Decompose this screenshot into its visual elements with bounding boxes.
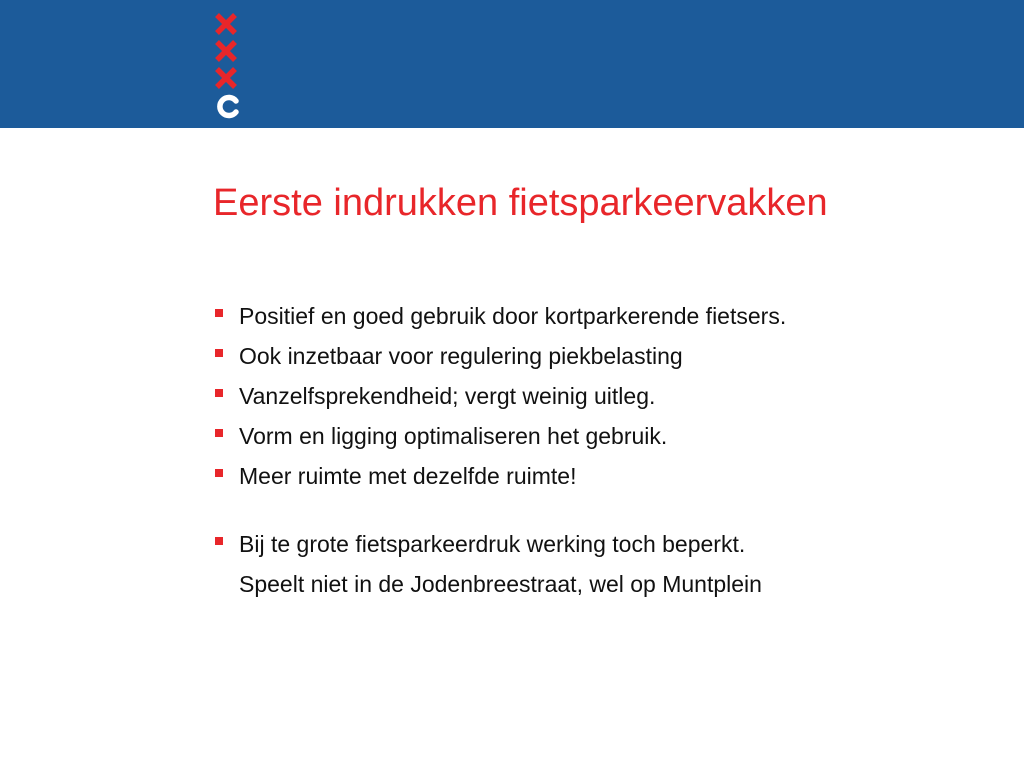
- bullet-continuation: [214, 564, 1004, 604]
- bullet-item: [214, 336, 1004, 376]
- bullet-marker-icon: [215, 469, 223, 477]
- bullet-marker-icon: [215, 429, 223, 437]
- bullet-item: [214, 456, 1004, 496]
- bullet-item: [214, 296, 1004, 336]
- bullet-text: Bij te grote fietsparkeerdruk werking toch beperkt.: [239, 531, 746, 557]
- bullet-text: Meer ruimte met dezelfde ruimte!: [239, 463, 577, 489]
- bullet-text: Vorm en ligging optimaliseren het gebruik.: [239, 423, 668, 449]
- bullet-item: [214, 376, 1004, 416]
- bullet-item: [214, 524, 1004, 564]
- bullet-continuation-text: Speelt niet in de Jodenbreestraat, wel op Muntplein: [239, 571, 762, 597]
- bullet-marker-icon: [215, 349, 223, 357]
- bullet-marker-icon: [215, 537, 223, 545]
- header-bar: [0, 0, 1024, 128]
- bullet-marker-icon: [215, 389, 223, 397]
- bullet-text: Positief en goed gebruik door kortparkerende fietsers.: [239, 303, 787, 329]
- amsterdam-logo-icon: [213, 12, 239, 120]
- bullet-list: [214, 296, 1004, 604]
- bullet-item: [214, 416, 1004, 456]
- slide-title: Eerste indrukken fietsparkeervakken: [213, 182, 828, 224]
- bullet-marker-icon: [215, 309, 223, 317]
- bullet-text: Ook inzetbaar voor regulering piekbelasting: [239, 343, 683, 369]
- bullet-text: Vanzelfsprekendheid; vergt weinig uitleg.: [239, 383, 656, 409]
